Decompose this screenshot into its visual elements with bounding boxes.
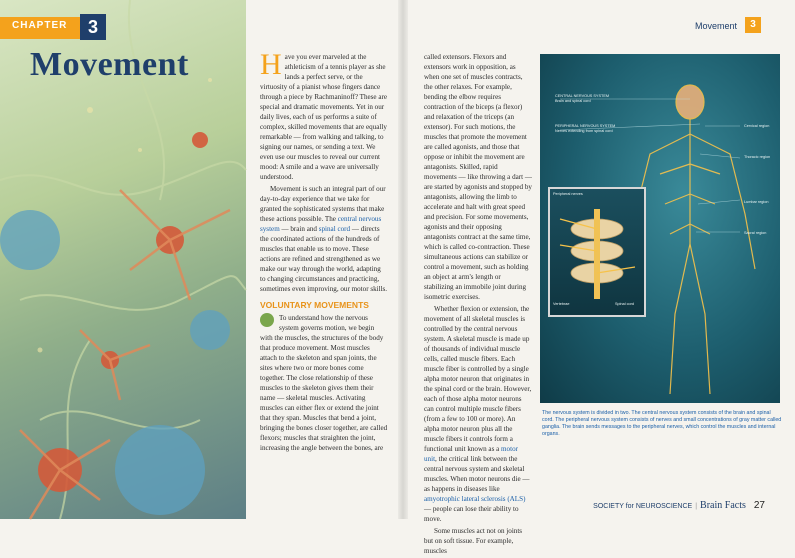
running-header-title: Movement [694,21,737,31]
cns-subtitle: Brain and spinal cord [555,99,591,103]
text-column-1 [260,48,388,455]
paragraph: Movement is such an integral part of our day-to-day experience that we take for granted the sophisticated systems that make these actions possible. The [260,185,386,223]
term-spinal-cord: spinal cord [318,225,351,233]
chapter-label: CHAPTER [12,20,68,31]
paragraph: Some muscles act not on joints but on soft tissue. For example, muscles [424,527,523,555]
section-heading: VOLUNTARY MOVEMENTS [260,300,369,310]
term-motor-unit: motor unit [424,445,518,463]
paragraph-part: — brain and [279,225,319,233]
chapter-title: Movement [30,46,189,83]
sacral-label: Sacral region [744,231,767,235]
paragraph: ave you ever marveled at the athleticism of a tennis player as she lands a perfect serve, or the virtuosity of a pianist whose fingers dance through a piece by Rachmaninoff? These are special and dramatic movements. Yet in our daily lives, each of us performs a suite of complex, skilled movements that are equally remarkable — from walking and talking, to signing our names, or sending a text. We even use our muscles to reveal our current mood: A smile and a wave are universally understood. [260,53,387,181]
society-name: SOCIETY for NEUROSCIENCE [593,503,693,510]
paragraph: To understand how the nervous system governs motion, we begin with the muscles, the structures of the body that produce movement. Most muscles attach to the skeleton and span joints, the sites where two or more bones come together. The close relationship of these muscles to the skeleton gives them their name — skeletal muscles. Activating muscles can either flex or extend the joint that they span. Muscles that bend a joint, bringing the bones closer together, are called flexors; muscles that straighten the joint, increasing the angle between the bones, are [260,314,388,452]
book-title: Brain Facts [700,500,746,511]
vertebrae-inset [548,187,646,317]
text-column-2 [424,52,532,558]
paragraph: Whether flexion or extension, the movement of all skeletal muscles is controlled by the central nervous system. A skeletal muscle is made up of thousands of individual muscle cells, called muscle fibers. Each muscle fiber is controlled by a single alpha motor neuron that originates in the spinal cord or the brain. However, each of those alpha motor neurons can control multiple muscle fibers (from a few to 100 or more). An alpha motor neuron plus all the muscle fibers it controls form a functional unit known as a [424,305,532,453]
cns-title: CENTRAL NERVOUS SYSTEM [555,94,610,98]
thoracic-label: Thoracic region [744,155,771,159]
paragraph: called extensors. Flexors and extensors work in opposition, as when one set of muscles contracts, the other relaxes. For example, bending the elbow requires contraction of the biceps (a flexor) and relaxation of the triceps (an extensor). For such motions, the muscles that promote the movement are called agonists, and those that oppose or inhibit the movement are antagonists. Skilled, rapid movements — like throwing a dart — are started by agonists and stopped by antagonists, allowing the limb to accelerate and halt with great speed and precision. For some movements, agonists and their opposing antagonists contract at the same time, which is called co-contraction. These simultaneous actions can stabilize or control a movement, such as holding an object at arm's length or stabilizing an immobile joint during isometric exercises. [424,53,532,301]
peripheral-nerves-label: Peripheral nerves [553,192,583,196]
spinal-cord-label: Spinal cord [615,302,634,306]
figure-caption: The nervous system is divided in two. The central nervous system consists of the brain and spinal cord. The peripheral nervous system consists of nerves and small concentrations of gray matter called ganglia. The brain sends messages to the peripheral nerves, which control the muscles and internal organs. [542,410,782,437]
pns-label [555,124,615,134]
running-header-number: 3 [745,17,761,33]
page-number: 27 [753,500,765,511]
pns-subtitle: Nerves extending from spinal cord [555,129,613,133]
cns-label [555,94,609,104]
page-footer [593,500,765,511]
page-gutter [398,0,408,519]
lumbar-label: Lumbar region [744,200,769,204]
term-als: amyotrophic lateral sclerosis (ALS) [424,495,526,503]
paragraph-part: — people can lose their ability to move. [424,505,519,523]
vertebrae-label: Vertebrae [553,302,570,306]
term-cns: central nervous system [260,215,382,233]
footer-separator: | [695,503,698,510]
chapter-number: 3 [80,14,106,40]
pns-title: PERIPHERAL NERVOUS SYSTEM [555,124,616,128]
paragraph-part: — directs the coordinated actions of the hundreds of muscles that enable us to move. These actions are refined and strengthened as we make our way through the world, adapting to changing circumstances and practicing, sometimes even improving, our motor skills. [260,225,388,293]
cervical-label: Cervical region [744,124,770,128]
brain-icon [260,313,274,327]
drop-cap: H [260,48,282,81]
paragraph-part: , the critical link between the central nervous system and skeletal muscles. When motor neurons die — as happens in diseases like [424,455,530,493]
running-header [695,21,737,31]
